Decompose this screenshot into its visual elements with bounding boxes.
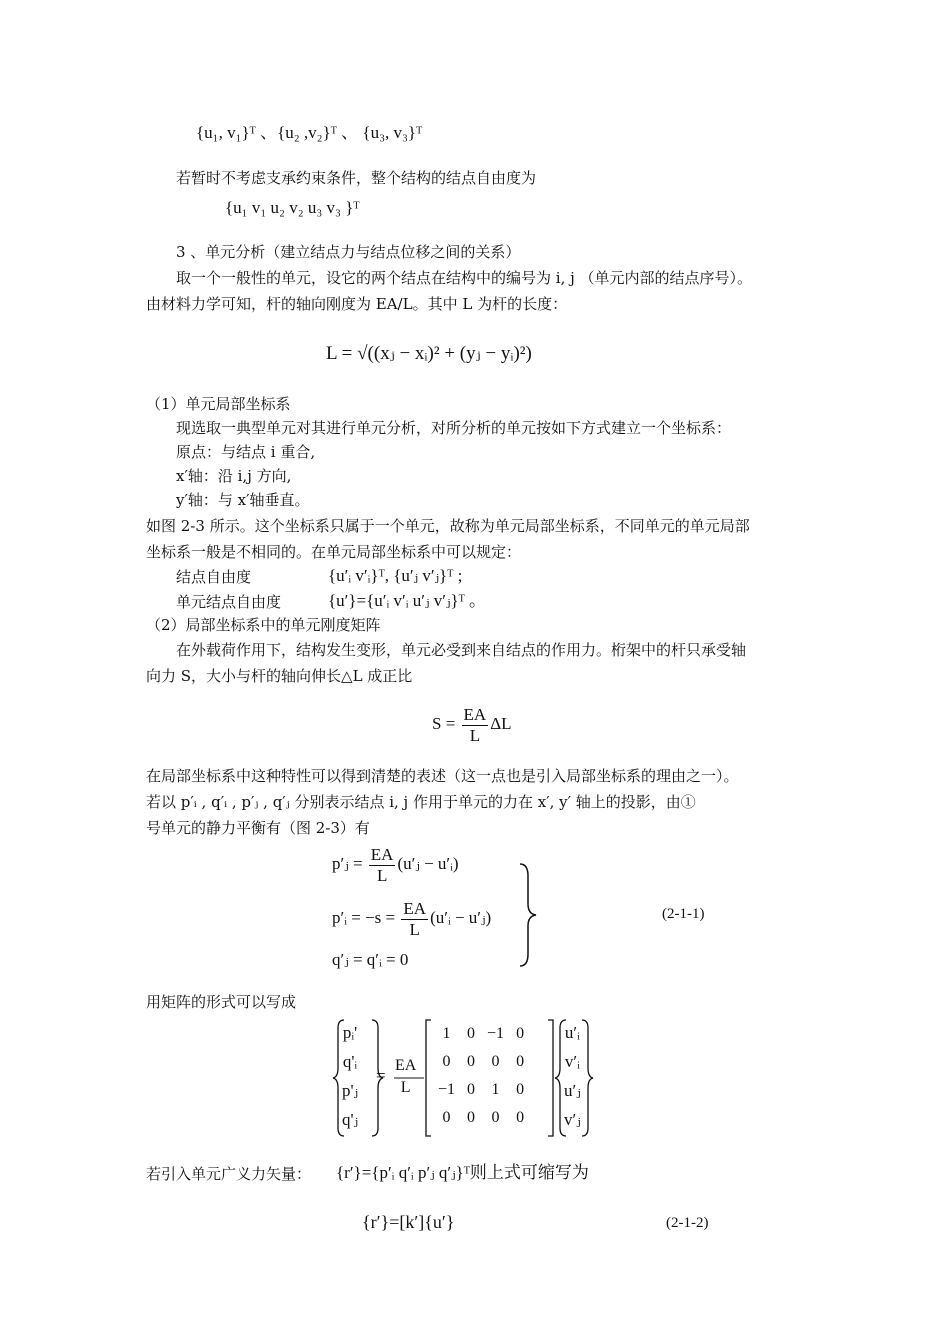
matrix-cell: 0 bbox=[516, 1109, 525, 1126]
equation-1 bbox=[332, 842, 459, 886]
paragraph-line: 取一个一般性的单元，设它的两个结点在结构中的编号为 i, j （单元内部的结点序号）。 bbox=[176, 269, 753, 287]
denominator: L bbox=[376, 865, 388, 885]
matrix-cell: −1 bbox=[487, 1025, 505, 1042]
eq-rhs: (u′ᵢ − u′ⱼ) bbox=[430, 908, 492, 927]
matrix-cell: 0 bbox=[467, 1053, 476, 1070]
displacement-vector bbox=[564, 1018, 581, 1134]
eq-lhs: S = bbox=[432, 714, 456, 733]
fraction bbox=[369, 845, 396, 886]
matrix-row bbox=[432, 1104, 530, 1132]
numerator: EA bbox=[370, 844, 394, 864]
vector-entry: q'ⱼ bbox=[342, 1110, 359, 1129]
force-vector-definition: {r′}={p′ᵢ q′ᵢ p′ⱼ q′ⱼ}ᵀ则上式可缩写为 bbox=[336, 1163, 589, 1182]
right-brace bbox=[516, 862, 540, 968]
matrix-cell: 0 bbox=[442, 1109, 451, 1126]
length-equation: L = √((xⱼ − xᵢ)² + (yⱼ − yᵢ)²) bbox=[326, 343, 532, 364]
matrix-cell: 0 bbox=[516, 1081, 525, 1098]
vector-entry: u′ᵢ bbox=[564, 1023, 580, 1042]
paragraph-line: 在局部坐标系中这种特性可以得到清楚的表述（这一点也是引入局部坐标系的理由之一）。 bbox=[146, 767, 739, 785]
matrix-row bbox=[432, 1020, 530, 1048]
subsection-heading-2: （2）局部坐标系中的单元刚度矩阵 bbox=[146, 616, 381, 634]
paragraph-line: x′轴：沿 i,j 方向, bbox=[176, 467, 292, 485]
matrix-factor bbox=[395, 1055, 416, 1099]
matrix-cell: 1 bbox=[442, 1025, 451, 1042]
matrix-cell: 1 bbox=[491, 1081, 500, 1098]
denominator: L bbox=[400, 1079, 411, 1096]
matrix-cell: 0 bbox=[491, 1053, 500, 1070]
dof-value: {u′ᵢ v′ᵢ}ᵀ, {u′ⱼ v′ⱼ}ᵀ ; bbox=[328, 566, 463, 585]
numerator: EA bbox=[403, 898, 427, 918]
eq-lhs: p′ᵢ = −s = bbox=[332, 908, 396, 927]
vector-entry: q'ᵢ bbox=[342, 1052, 358, 1071]
equation-number: (2-1-2) bbox=[666, 1215, 709, 1231]
matrix-row bbox=[432, 1076, 530, 1104]
paragraph-line: 向力 S，大小与杆的轴向伸长△L 成正比 bbox=[146, 667, 413, 685]
fraction bbox=[462, 705, 489, 746]
paragraph-line: 现选取一典型单元对其进行单元分析，对所分析的单元按如下方式建立一个坐标系： bbox=[176, 419, 732, 437]
paragraph-line: 由材料力学可知，杆的轴向刚度为 EA/L。其中 L 为杆的长度： bbox=[146, 295, 568, 313]
section-heading-3: 3 、单元分析（建立结点力与结点位移之间的关系） bbox=[176, 243, 521, 261]
axial-force-equation bbox=[432, 702, 512, 746]
matrix-cell: 0 bbox=[516, 1025, 525, 1042]
matrix-cell: 0 bbox=[467, 1025, 476, 1042]
numerator: EA bbox=[395, 1057, 417, 1074]
equation-2 bbox=[332, 896, 491, 940]
paragraph-line: 若暂时不考虑支承约束条件，整个结构的结点自由度为 bbox=[176, 169, 537, 187]
vector-entry: v′ⱼ bbox=[564, 1110, 581, 1129]
matrix-cell: 0 bbox=[516, 1053, 525, 1070]
dof-vector: {u₁ v₁ u₂ v₂ u₃ v₃ }ᵀ bbox=[225, 198, 360, 217]
denominator: L bbox=[409, 919, 420, 939]
fraction bbox=[401, 899, 428, 940]
vector-entry: v′ᵢ bbox=[564, 1052, 580, 1071]
stiffness-matrix bbox=[432, 1020, 530, 1132]
paragraph-line: 若引入单元广义力矢量： bbox=[146, 1165, 312, 1183]
force-vector bbox=[342, 1018, 358, 1134]
equals-sign: = bbox=[376, 1066, 386, 1085]
matrix-row bbox=[432, 1048, 530, 1076]
paragraph-line: 原点：与结点 i 重合, bbox=[176, 443, 316, 461]
matrix-cell: 0 bbox=[467, 1081, 476, 1098]
element-dof-value: {u′}={u′ᵢ v′ᵢ u′ⱼ v′ⱼ}ᵀ 。 bbox=[328, 591, 487, 610]
eq-rhs: ΔL bbox=[490, 714, 512, 733]
paragraph-line: 在外载荷作用下，结构发生变形，单元必受到来自结点的作用力。桁架中的杆只承受轴 bbox=[176, 641, 747, 659]
paragraph-line: 号单元的静力平衡有（图 2-3）有 bbox=[146, 819, 370, 837]
paragraph-line: y′轴：与 x′轴垂直。 bbox=[176, 491, 310, 509]
subsection-heading-1: （1）单元局部坐标系 bbox=[146, 395, 291, 413]
eq-lhs: p′ⱼ = bbox=[332, 854, 363, 873]
equation-3: q′ⱼ = q′ᵢ = 0 bbox=[332, 950, 409, 969]
paragraph-line: 如图 2-3 所示。这个坐标系只属于一个单元，故称为单元局部坐标系，不同单元的单元局部 bbox=[146, 517, 750, 535]
vector-entry: u′ⱼ bbox=[564, 1081, 581, 1100]
paragraph-line: 坐标系一般是不相同的。在单元局部坐标系中可以规定： bbox=[146, 543, 522, 561]
dof-label: 结点自由度 bbox=[176, 568, 252, 586]
denominator: L bbox=[469, 725, 481, 745]
eq-rhs: (u′ⱼ − u′ᵢ) bbox=[397, 854, 459, 873]
matrix-cell: 0 bbox=[442, 1053, 451, 1070]
equation-number: (2-1-1) bbox=[662, 906, 705, 922]
matrix-cell: −1 bbox=[438, 1081, 456, 1098]
vector-entry: p'ⱼ bbox=[342, 1081, 359, 1100]
compact-equation: {r′}=[k′]{u′} bbox=[362, 1212, 455, 1232]
numerator: EA bbox=[463, 704, 487, 724]
element-dof-label: 单元结点自由度 bbox=[176, 593, 282, 611]
vector-entry: pᵢ' bbox=[342, 1023, 358, 1042]
paragraph-line: 若以 p′ᵢ , q′ᵢ , p′ⱼ , q′ⱼ 分别表示结点 i, j 作用于单元的力在 x′, y′ 轴上的投影，由① bbox=[146, 793, 696, 811]
matrix-cell: 0 bbox=[491, 1109, 500, 1126]
matrix-cell: 0 bbox=[467, 1109, 476, 1126]
dof-list-top: {u₁, v₁}ᵀ 、{u₂ ,v₂}ᵀ 、 {u₃, v₃}ᵀ bbox=[196, 123, 423, 142]
paragraph-line: 用矩阵的形式可以写成 bbox=[146, 993, 297, 1011]
